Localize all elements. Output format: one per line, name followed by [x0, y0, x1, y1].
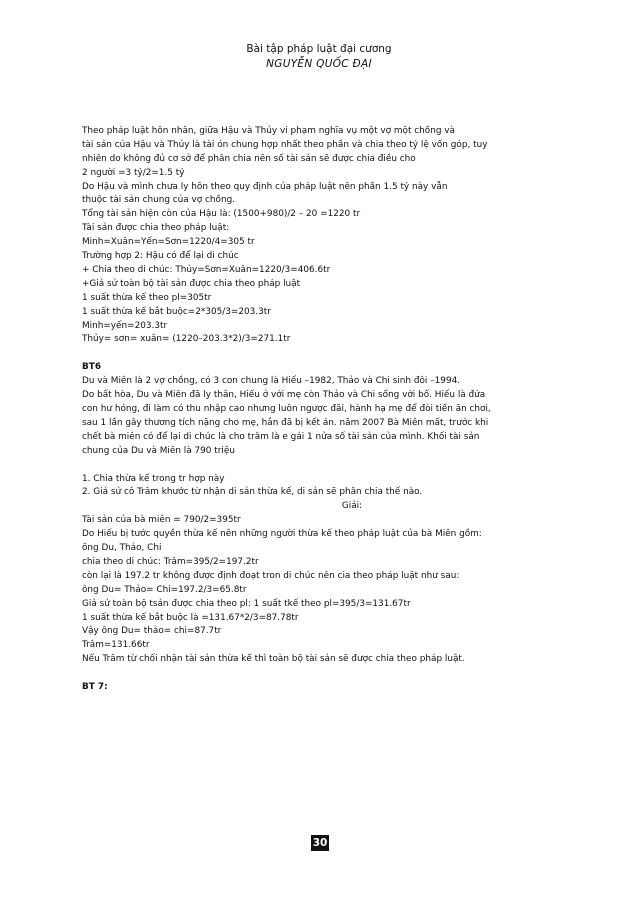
text-line: Do bất hòa, Du và Miên đã ly thân, Hiếu ở với mẹ còn Thảo và Chi sống với bố. Hiếu là đứa	[82, 390, 486, 401]
text-line: thuộc tài sản chung của vợ chồng.	[82, 195, 236, 206]
text-line: Du và Miên là 2 vợ chồng, có 3 con chung là Hiếu –1982, Thảo và Chi sinh đôi –1994.	[82, 376, 461, 387]
text-line: chung của Du và Miên là 790 triệu	[82, 445, 235, 456]
text-line: 1 suất thừa kế theo pl=305tr	[82, 292, 212, 303]
page-number: 30	[312, 837, 328, 849]
text-line: tài sản của Hậu và Thủy là tài ón chung hợp nhất theo phần và chia theo tỷ lệ vốn góp, tuy	[82, 139, 488, 150]
page-header	[0, 42, 638, 72]
text-line: Nếu Trâm từ chối nhận tài sản thừa kế thì toàn bộ tài sản sẽ được chia theo pháp luật.	[82, 654, 465, 665]
text-line: con hư hỏng, đi làm có thu nhập cao nhưng luôn ngược đãi, hành hạ mẹ để đòi tiền ăn chơi,	[82, 404, 491, 414]
bt6-questions	[82, 473, 562, 501]
text-line: Tài sản được chia theo pháp luật:	[82, 223, 230, 234]
text-line: Do Hậu và mình chưa ly hôn theo quy định của pháp luật nên phần 1.5 tỷ này vẫn	[82, 181, 448, 192]
text-line: Tổng tài sản hiện còn của Hậu là: (1500+980)/2 – 20 =1220 tr	[82, 209, 361, 220]
question-line: 2. Giả sử cô Trâm khước từ nhận di sản thừa kế, di sản sẽ phân chia thế nào.	[82, 487, 423, 498]
section-heading-bt7: BT 7:	[82, 682, 108, 693]
bt6-intro	[82, 375, 562, 458]
section-heading-bt6: BT6	[82, 362, 101, 373]
text-line: + Chia theo di chúc: Thủy=Sơn=Xuân=1220/3=406.6tr	[82, 264, 331, 275]
text-line: +Giả sử toàn bộ tài sản được chia theo pháp luật	[82, 278, 301, 289]
text-line: ông Du= Thảo= Chi=197.2/3=65.8tr	[82, 584, 247, 595]
text-line: nhiên do không đủ cơ sở để phân chia nên số tài sản sẽ được chia điều cho	[82, 153, 416, 164]
bt6-solution	[82, 514, 562, 667]
text-line: sau 1 lần gây thương tích nặng cho mẹ, hắn đã bị kết án. năm 2007 Bà Miên mất, trước khi	[82, 417, 489, 428]
text-line: ông Du, Thảo, Chi	[82, 543, 162, 554]
document-title: Bài tập pháp luật đại cương	[246, 43, 392, 55]
text-line: còn lại là 197.2 tr không được định đoạt tron di chúc nên cia theo pháp luật như sau:	[82, 570, 460, 581]
text-line: Trâm=131.66tr	[82, 640, 150, 651]
text-line: 1 suất thừa kế bắt buộc là =131.67*2/3=87.78tr	[82, 612, 299, 623]
question-line: 1. Chia thừa kế trong tr hợp này	[82, 473, 225, 484]
text-line: Giả sử toàn bộ tsản được chia theo pl: 1 suất tkế theo pl=395/3=131.67tr	[82, 598, 411, 609]
text-line: Thủy= sơn= xuân= (1220–203.3*2)/3=271.1tr	[82, 334, 291, 345]
text-line: Minh=yến=203.3tr	[82, 320, 168, 331]
paragraph-block-1	[82, 125, 562, 348]
text-line: Minh=Xuân=Yến=Sơn=1220/4=305 tr	[82, 237, 255, 248]
text-line: Vậy ông Du= thảo= chi=87.7tr	[82, 626, 222, 637]
text-line: 2 người =3 tỷ/2=1.5 tỷ	[82, 167, 185, 178]
document-body	[82, 111, 562, 695]
text-line: Do Hiếu bị tước quyền thừa kế nên những người thừa kế theo pháp luật của bà Miên gồm:	[82, 529, 482, 540]
solution-label: Giải:	[341, 501, 363, 512]
text-line: Trường hợp 2: Hậu có để lại di chúc	[82, 251, 239, 262]
text-line: 1 suất thừa kế bắt buộc=2*305/3=203.3tr	[82, 306, 271, 317]
text-line: Tài sản của bà miên = 790/2=395tr	[82, 515, 241, 526]
text-line: chết bà miên có để lại di chúc là cho trâm là e gái 1 nửa số tài sản của mình. Khối tài sản	[82, 431, 480, 442]
text-line: Theo pháp luật hôn nhân, giữa Hậu và Thủy vi phạm nghĩa vụ một vợ một chồng và	[82, 125, 455, 136]
author-name: NGUYỄN QUỐC ĐẠI	[266, 58, 372, 70]
text-line: chia theo di chúc: Trâm=395/2=197.2tr	[82, 556, 259, 567]
